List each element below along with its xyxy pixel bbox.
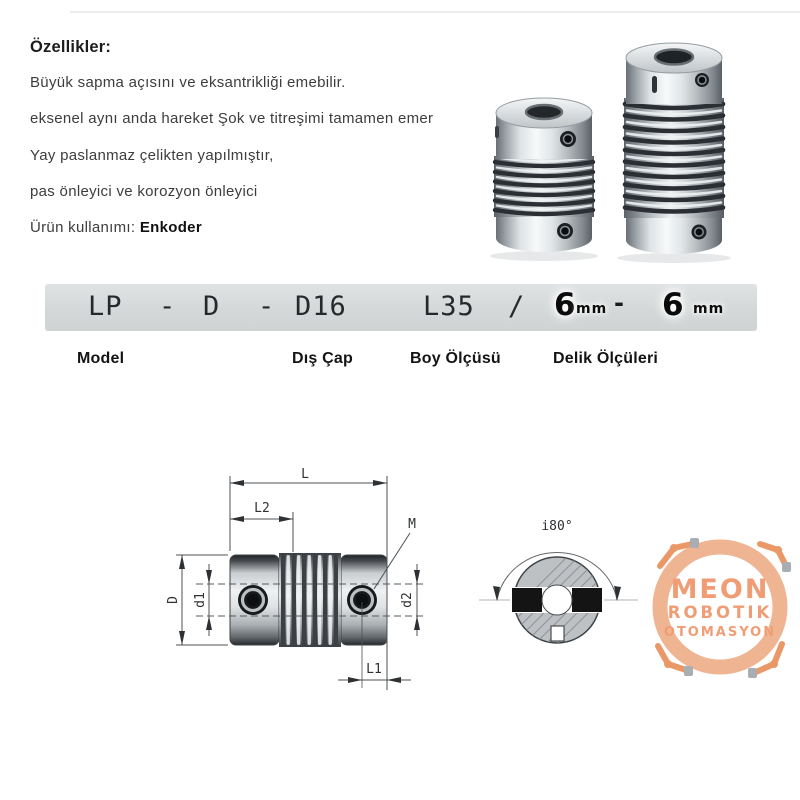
logo-line3: OTOMASYON bbox=[663, 625, 777, 640]
logo-name: MEON bbox=[670, 574, 770, 605]
keyway-notch bbox=[551, 626, 564, 641]
dim-label-L: L bbox=[301, 467, 309, 482]
feature-line: Büyük sapma açısını ve eksantrikliği emebilir. bbox=[30, 74, 346, 91]
coupling-product-photos bbox=[468, 8, 798, 270]
dim-label-L1: L1 bbox=[366, 662, 382, 677]
code-sep: - bbox=[614, 289, 625, 317]
feature-line: pas önleyici ve korozyon önleyici bbox=[30, 183, 258, 200]
label-bores: Delik Ölçüleri bbox=[553, 350, 659, 367]
features-title: Özellikler: bbox=[30, 38, 112, 56]
label-length: Boy Ölçüsü bbox=[410, 350, 501, 367]
feature-usage bbox=[30, 219, 202, 236]
code-outer: D16 bbox=[295, 291, 347, 322]
code-length: L35 bbox=[423, 291, 475, 322]
dim-label-M: M bbox=[408, 517, 416, 532]
coupling-photo-large bbox=[624, 43, 724, 254]
clamp-screw-left bbox=[512, 588, 542, 612]
code-sep: - bbox=[159, 291, 177, 322]
dim-label-d1: d1 bbox=[193, 592, 208, 608]
model-code-strip bbox=[45, 284, 757, 331]
end-view bbox=[474, 519, 651, 650]
keyway-mark bbox=[652, 76, 657, 93]
label-model: Model bbox=[77, 350, 125, 367]
bore-hole bbox=[526, 105, 562, 119]
bore-hole bbox=[542, 585, 572, 615]
feature-line: Yay paslanmaz çelikten yapılmıştır, bbox=[30, 147, 274, 164]
code-bore2: 6 bbox=[662, 287, 685, 323]
code-bore2-unit: mm bbox=[693, 301, 725, 317]
photo-shadow bbox=[617, 253, 731, 263]
logo-watermark bbox=[642, 528, 798, 686]
feature-line: eksenel aynı anda hareket Şok ve titreşimi tamamen emer bbox=[30, 110, 434, 127]
code-sep: - bbox=[258, 291, 276, 322]
coupling-photo-small bbox=[494, 98, 594, 252]
bore-hole bbox=[655, 50, 693, 65]
photo-shadow bbox=[490, 251, 598, 261]
dim-label-L2: L2 bbox=[254, 501, 270, 516]
code-bore1-unit: mm bbox=[576, 301, 608, 317]
label-outer-diameter: Dış Çap bbox=[292, 350, 353, 367]
clamp-screw-right bbox=[572, 588, 602, 612]
code-type: D bbox=[203, 291, 221, 322]
dim-label-angle: i80° bbox=[541, 519, 573, 534]
dim-label-D: D bbox=[166, 596, 181, 604]
dim-label-d2: d2 bbox=[400, 592, 415, 608]
usage-label: Ürün kullanımı: bbox=[30, 219, 136, 236]
code-bore1: 6 bbox=[554, 287, 577, 323]
code-model: LP bbox=[88, 291, 123, 322]
logo-line2: ROBOTIK bbox=[667, 603, 773, 622]
code-slash: / bbox=[508, 291, 526, 322]
side-view bbox=[196, 553, 424, 647]
usage-value: Enkoder bbox=[139, 219, 202, 236]
